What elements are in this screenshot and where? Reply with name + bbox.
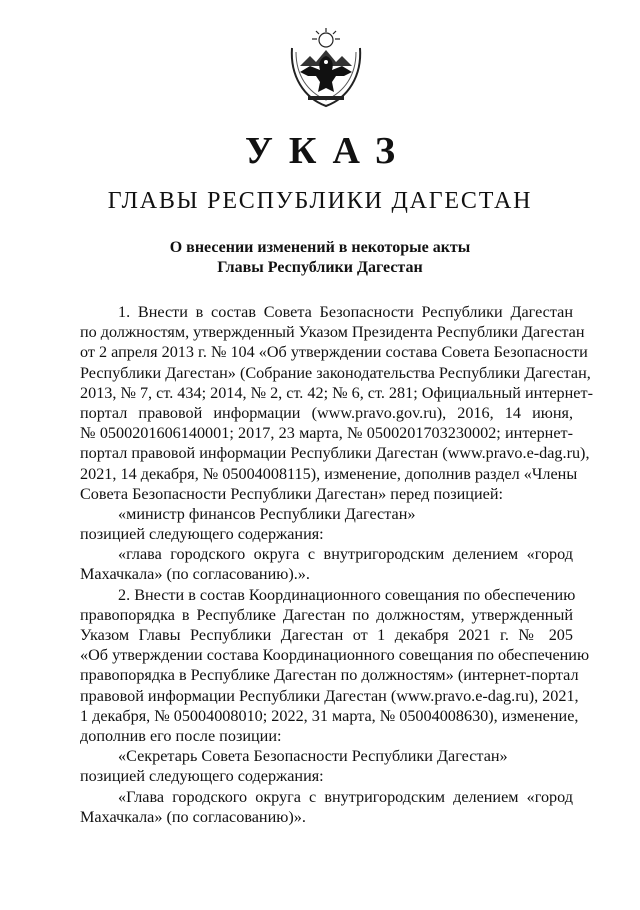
body-line: Махачкала» (по согласованию).». xyxy=(80,565,310,584)
body-line: позицией следующего содержания: xyxy=(80,767,324,786)
coat-of-arms-emblem xyxy=(286,26,366,110)
body-line: Махачкала» (по согласованию)». xyxy=(80,807,306,826)
body-line: «министр финансов Республики Дагестан» xyxy=(118,504,416,523)
body-line: № 0500201606140001; 2017, 23 марта, № 0500201703230002; интернет- xyxy=(80,424,573,443)
body-line: по должностям, утвержденный Указом Президента Республики Дагестан xyxy=(80,323,585,342)
body-line: 2. Внести в состав Координационного совещания по обеспечению xyxy=(118,585,576,604)
body-line: «глава городского округа с внутригородским делением «город xyxy=(118,545,573,564)
body-line: 1. Внести в состав Совета Безопасности Республики Дагестан xyxy=(118,303,573,321)
body-line: правовой информации Республики Дагестан (www.pravo.e-dag.ru), 2021, xyxy=(80,686,579,705)
body-line: дополнив его после позиции: xyxy=(80,726,282,745)
body-line: позицией следующего содержания: xyxy=(80,525,324,544)
decree-issuer: ГЛАВЫ РЕСПУБЛИКИ ДАГЕСТАН xyxy=(107,188,533,214)
body-line: Республики Дагестан» (Собрание законодательства Республики Дагестан, xyxy=(80,363,591,382)
body-line: 2013, № 7, ст. 434; 2014, № 2, ст. 42; № 6, ст. 281; Официальный интернет- xyxy=(80,383,593,402)
decree-body xyxy=(80,302,593,827)
body-line: Указом Главы Республики Дагестан от 1 декабря 2021 г. № 205 xyxy=(80,626,573,644)
body-line: 2021, 14 декабря, № 05004008115), изменение, дополнив раздел «Члены xyxy=(80,464,578,483)
body-line: портал правовой информации (www.pravo.gov.ru), 2016, 14 июня, xyxy=(80,403,573,422)
heading-line: О внесении изменений в некоторые акты xyxy=(169,239,471,256)
body-line: 1 декабря, № 05004008010; 2022, 31 марта, № 05004008630), изменение, xyxy=(80,706,579,725)
body-line: «Об утверждении состава Координационного совещания по обеспечению xyxy=(80,646,590,665)
decree-heading xyxy=(0,238,640,278)
body-line: портал правовой информации Республики Дагестан (www.pravo.e-dag.ru), xyxy=(80,444,590,463)
heading-line: Главы Республики Дагестан xyxy=(217,259,423,276)
body-line: от 2 апреля 2013 г. № 104 «Об утверждении состава Совета Безопасности xyxy=(80,343,588,362)
decree-title: УКАЗ xyxy=(245,130,411,172)
body-line: Совета Безопасности Республики Дагестан» перед позицией: xyxy=(80,484,503,503)
eagle-emblem-icon xyxy=(286,26,366,110)
body-line: «Секретарь Совета Безопасности Республики Дагестан» xyxy=(118,747,508,766)
body-line: «Глава городского округа с внутригородским делением «город xyxy=(118,787,573,806)
body-line: правопорядка в Республике Дагестан по должностям» (интернет-портал xyxy=(80,666,579,685)
body-line: правопорядка в Республике Дагестан по должностям, утвержденный xyxy=(80,605,573,624)
